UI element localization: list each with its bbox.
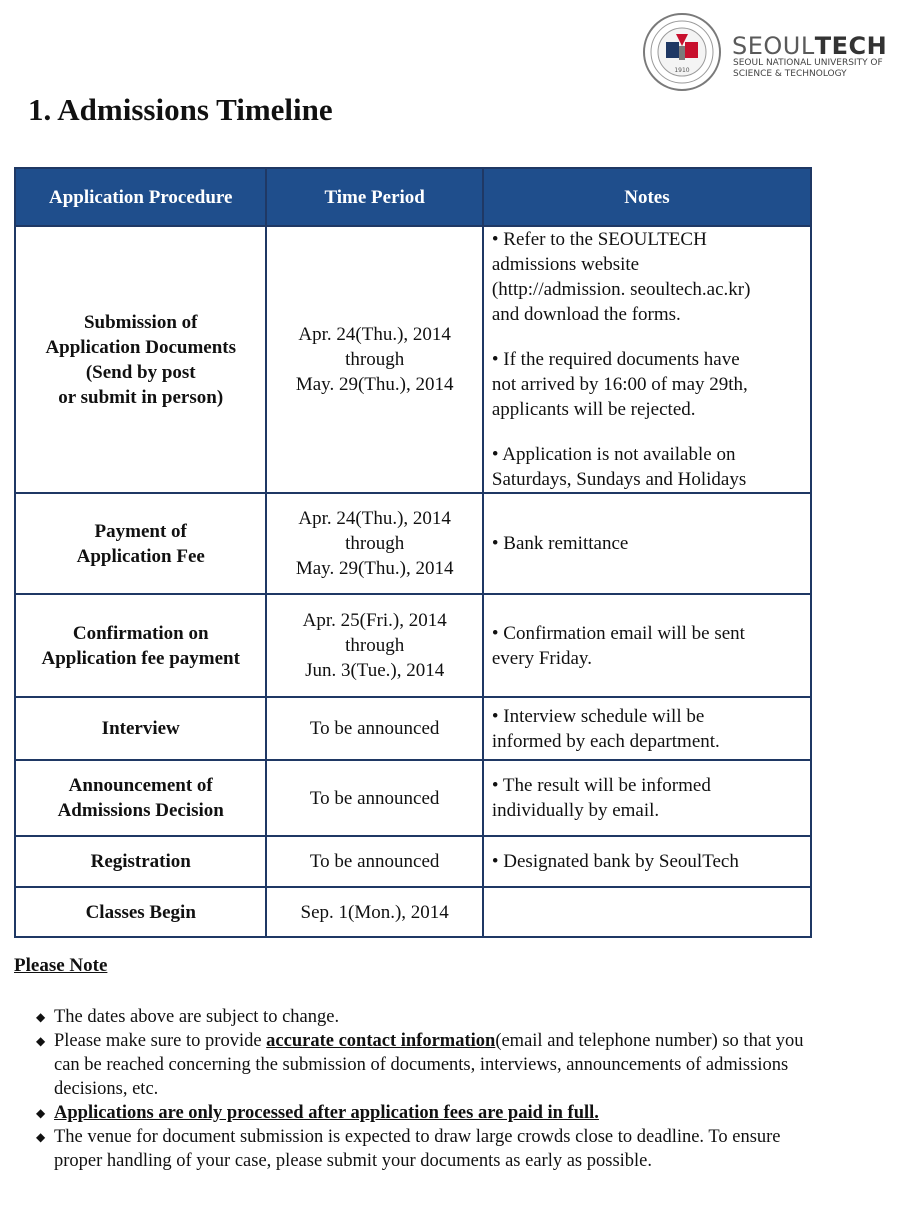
period-cell: Apr. 24(Thu.), 2014 through May. 29(Thu.), 2014 bbox=[266, 493, 482, 594]
table-row bbox=[15, 697, 811, 760]
procedure-cell: Interview bbox=[15, 697, 266, 760]
procedure-cell: Submission of Application Documents (Send by post or submit in person) bbox=[15, 226, 266, 493]
procedure-cell: Classes Begin bbox=[15, 887, 266, 937]
table-row bbox=[15, 493, 811, 594]
notes-cell: • Interview schedule will be informed by each department. bbox=[483, 697, 811, 760]
list-item: ◆ The venue for document submission is expected to draw large crowds close to deadline. To ensure proper handling of your case, please submit your documents as early as possible. bbox=[36, 1127, 781, 1171]
notes-cell: • Confirmation email will be sent every Friday. bbox=[483, 594, 811, 697]
notes-cell: • Bank remittance bbox=[483, 493, 811, 594]
period-cell: Apr. 25(Fri.), 2014 through Jun. 3(Tue.), 2014 bbox=[266, 594, 482, 697]
header-time-period: Time Period bbox=[266, 168, 482, 226]
table-row bbox=[15, 836, 811, 887]
logo-wordmark: SEOULTECH bbox=[732, 32, 888, 60]
period-cell: To be announced bbox=[266, 760, 482, 836]
notes-cell bbox=[483, 887, 811, 937]
please-note-list bbox=[36, 1005, 826, 1173]
list-item: ◆ Applications are only processed after application fees are paid in full. bbox=[36, 1103, 599, 1123]
notes-cell: • The result will be informed individually by email. bbox=[483, 760, 811, 836]
period-cell: Sep. 1(Mon.), 2014 bbox=[266, 887, 482, 937]
please-note-title: Please Note bbox=[14, 955, 108, 976]
diamond-bullet-icon: ◆ bbox=[36, 1130, 46, 1144]
notes-cell: • Designated bank by SeoulTech bbox=[483, 836, 811, 887]
university-seal-icon bbox=[642, 12, 722, 92]
diamond-bullet-icon: ◆ bbox=[36, 1034, 46, 1048]
procedure-cell: Confirmation on Application fee payment bbox=[15, 594, 266, 697]
period-cell: To be announced bbox=[266, 836, 482, 887]
header-procedure: Application Procedure bbox=[15, 168, 266, 226]
seoultech-logo bbox=[642, 12, 902, 96]
period-cell: To be announced bbox=[266, 697, 482, 760]
list-item: ◆ The dates above are subject to change. bbox=[36, 1007, 340, 1027]
header-notes: Notes bbox=[483, 168, 811, 226]
logo-subtitle: SEOUL NATIONAL UNIVERSITY OF SCIENCE & TECHNOLOGY bbox=[733, 58, 883, 79]
table-row bbox=[15, 760, 811, 836]
diamond-bullet-icon: ◆ bbox=[36, 1106, 46, 1120]
procedure-cell: Announcement of Admissions Decision bbox=[15, 760, 266, 836]
table-row bbox=[15, 594, 811, 697]
admissions-timeline-table bbox=[14, 167, 812, 938]
table-header-row bbox=[15, 168, 811, 226]
table-row bbox=[15, 226, 811, 493]
table-row bbox=[15, 887, 811, 937]
procedure-cell: Registration bbox=[15, 836, 266, 887]
diamond-bullet-icon: ◆ bbox=[36, 1010, 46, 1024]
procedure-cell: Payment of Application Fee bbox=[15, 493, 266, 594]
period-cell: Apr. 24(Thu.), 2014 through May. 29(Thu.), 2014 bbox=[266, 226, 482, 493]
seal-year: 1910 bbox=[674, 67, 690, 74]
notes-cell: • Refer to the SEOULTECH admissions website (http://admission. seoultech.ac.kr) and download the forms. • If the required documents have not arrived by 16:00 of may 29th, applicants will be rejected. • Application is not available on Saturdays, Sundays and Holidays bbox=[483, 226, 811, 493]
page-title: 1. Admissions Timeline bbox=[28, 92, 333, 127]
list-item: ◆ Please make sure to provide accurate contact information(email and telephone number) so that you can be reached concerning the submission of documents, interviews, announcements of admissions decisions, etc. bbox=[36, 1031, 804, 1099]
